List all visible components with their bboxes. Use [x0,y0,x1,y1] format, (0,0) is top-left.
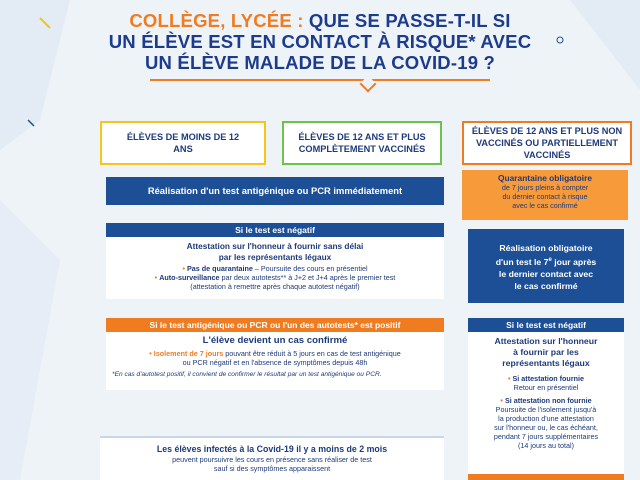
autotest-footnote: *En cas d'autotest positif, il convient de confirmer le résultat par un test antigénique ou PCR. [112,371,382,378]
negative-attestation-heading1: Attestation sur l'honneur à fournir sans délai [186,241,364,251]
positive-result-panel [106,318,444,390]
right-negative-bar: Si le test est négatif [468,318,624,332]
bullet-icon: • [154,273,158,282]
immediate-test-label: Réalisation d'un test antigénique ou PCR immédiatement [147,185,403,196]
mandatory-test-line2 [468,254,624,268]
column-header-unvaccinated [462,121,632,165]
mandatory-test-line2-a: d'un test le 7 [495,256,549,267]
negative-attestation-heading2: par les représentants légaux [218,251,332,262]
attestation-missing-line5: (14 jours au total) [518,441,574,450]
mandatory-test-box [468,229,624,303]
mandatory-test-line1: Réalisation obligatoire [499,243,593,253]
right-attestation-line2: à fournir par les [513,347,579,357]
quarantine-line3: avec le cas confirmé [512,201,578,210]
bullet-icon: • [507,374,511,383]
positive-result-bar: Si le test antigénique ou PCR ou l'un des autotests* est positif [106,318,444,332]
mandatory-test-line4: le cas confirmé [514,280,578,291]
recently-infected-line3: sauf si des symptômes apparaissent [213,464,331,473]
column-header-vaccinated [282,121,442,165]
self-monitoring-text: par deux autotests** à J+2 et J+4 après le premier test [219,273,396,282]
bullet-icon: • [182,264,185,273]
title-line1-navy: QUE SE PASSE-T-IL SI [303,10,511,31]
immediate-test-box [106,177,444,205]
quarantine-line1: de 7 jours pleins à compter [501,183,589,192]
right-bottom-orange-strip [468,474,624,480]
negative-item-no-quarantine [106,264,444,273]
mandatory-test-line2-b: jour après [551,256,597,267]
bullet-icon: • [500,396,503,405]
title-divider [150,79,490,81]
page-title [60,10,580,73]
recently-infected-panel [100,436,444,480]
title-line3: UN ÉLÈVE MALADE DE LA COVID-19 ? [144,52,496,73]
no-quarantine-text: – Poursuite des cours en présentiel [252,264,368,273]
quarantine-heading: Quarantaine obligatoire [497,173,592,183]
right-attestation-line3: représentants légaux [502,358,590,368]
title-line1-orange: COLLÈGE, LYCÉE : [129,10,304,31]
negative-result-bar: Si le test est négatif [106,223,444,237]
isolation-text-1: pouvant être réduit à 5 jours en cas de test antigénique [223,349,401,358]
right-negative-panel [468,318,624,480]
isolation-text-2: ou PCR négatif et en l'absence de symptômes depuis 48h [182,358,368,367]
attestation-missing-line2: la production d'une attestation [498,414,594,423]
column-header-under-12-label: ÉLÈVES DE MOINS DE 12 ANS [126,132,240,154]
option-attestation-provided [468,374,624,392]
attestation-provided-text: Retour en présentiel [513,383,579,392]
isolation-label: Isolement de 7 jours [153,349,224,358]
isolation-item [106,349,444,358]
confirmed-case-heading: L'élève devient un cas confirmé [202,335,348,346]
attestation-missing-line1: Poursuite de l'isolement jusqu'à [495,405,597,414]
mandatory-test-sup: e [548,257,552,263]
self-monitoring-note: (attestation à remettre après chaque autotest négatif) [190,282,360,291]
column-header-unvaccinated-label: ÉLÈVES DE 12 ANS ET PLUS NON VACCINÉS OU PARTIELLEMENT VACCINÉS [471,126,623,160]
mandatory-test-line3: le dernier contact avec [498,268,594,279]
attestation-missing-label: Si attestation non fournie [504,396,592,405]
quarantine-line2: du dernier contact à risque [502,192,588,201]
self-monitoring-label: Auto-surveillance [159,273,220,282]
right-attestation-line1: Attestation sur l'honneur [494,336,598,346]
attestation-missing-line4: pendant 7 jours supplémentaires [493,432,599,441]
column-header-vaccinated-label: ÉLÈVES DE 12 ANS ET PLUS COMPLÈTEMENT VACCINÉS [298,132,426,154]
title-line2: UN ÉLÈVE EST EN CONTACT À RISQUE* AVEC [108,31,532,52]
bullet-icon: • [149,349,152,358]
negative-result-panel [106,223,444,299]
column-header-under-12 [100,121,266,165]
attestation-missing-line3: sur l'honneur ou, le cas échéant, [494,423,598,432]
option-attestation-missing [468,396,624,450]
mandatory-quarantine-box [462,170,628,220]
recently-infected-line2: peuvent poursuivre les cours en présence sans réaliser de test [172,455,372,464]
recently-infected-heading: Les élèves infectés à la Covid-19 il y a moins de 2 mois [156,444,388,454]
negative-item-self-monitoring [106,273,444,282]
no-quarantine-label: Pas de quarantaine [186,264,253,273]
attestation-provided-label: Si attestation fournie [512,374,584,383]
